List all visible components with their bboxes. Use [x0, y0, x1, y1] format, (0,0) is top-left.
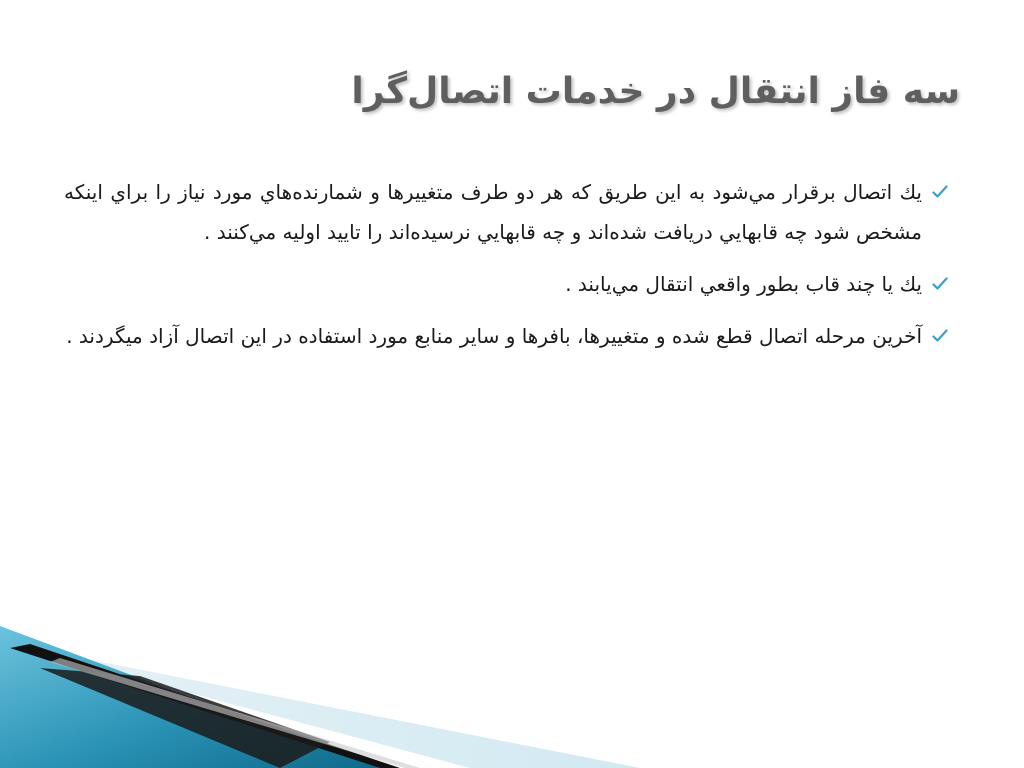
bullet-item	[64, 316, 954, 356]
check-icon	[930, 264, 948, 304]
check-icon	[930, 316, 948, 356]
corner-decoration	[0, 618, 1024, 768]
bullet-list	[64, 172, 954, 368]
bullet-text: آخرين مرحله اتصال قطع شده و متغييرها، بافرها و ساير منابع مورد استفاده در اين اتصال آزاد ميگردند .	[66, 324, 922, 348]
bullet-item	[64, 172, 954, 252]
bullet-item	[64, 264, 954, 304]
bullet-text: يك اتصال برقرار مي‌شود به اين طريق كه هر دو طرف متغييرها و شمارنده‌هاي مورد نياز را براي اينكه مشخص شود چه قابهايي دريافت شده‌اند و چه قابهايي نرسيده‌اند را تاييد اوليه مي‌كنند .	[64, 180, 922, 244]
slide-title: سه فاز انتقال در خدمات اتصال‌گرا	[351, 71, 960, 112]
bullet-text: يك يا چند قاب بطور واقعي انتقال مي‌يابند .	[565, 272, 922, 296]
check-icon	[930, 172, 948, 212]
